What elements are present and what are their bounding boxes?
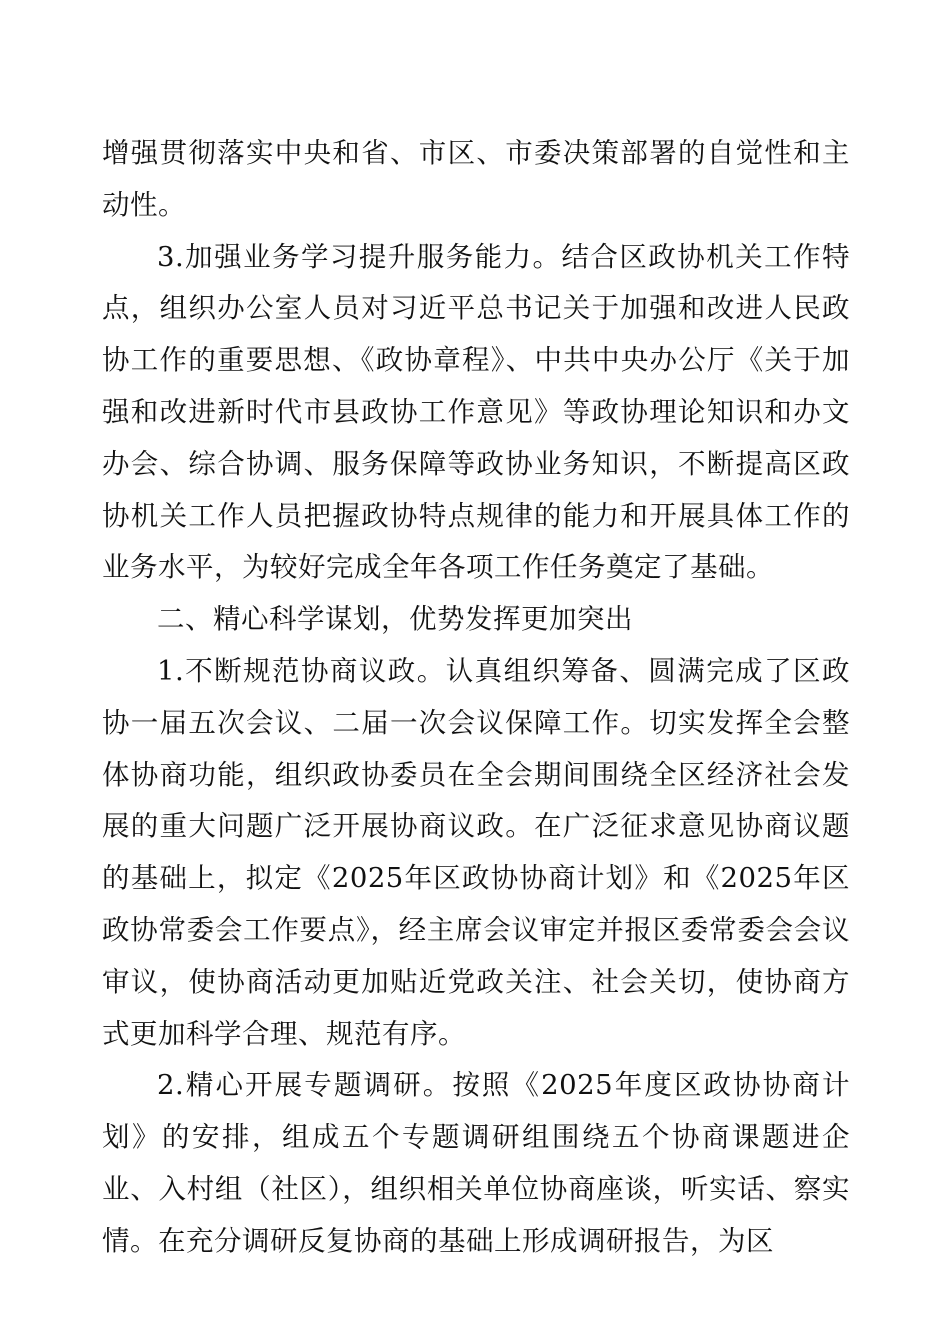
paragraph-business-study: 3.加强业务学习提升服务能力。结合区政协机关工作特点，组织办公室人员对习近平总书记关于加强和改进人民政协工作的重要思想、《政协章程》、中共中央办公厅《关于加强和改进新时代市县政协工作意见》等政协理论知识和办文办会、综合协调、服务保障等政协业务知识，不断提高区政协机关工作人员把握政协特点规律的能力和开展具体工作的业务水平，为较好完成全年各项工作任务奠定了基础。 (102, 240, 850, 584)
paragraph-consultation: 1.不断规范协商议政。认真组织筹备、圆满完成了区政协一届五次会议、二届一次会议保障工作。切实发挥全会整体协商功能，组织政协委员在全会期间围绕全区经济社会发展的重大问题广泛开展协商议政。在广泛征求意见协商议题的基础上，拟定《2025年区政协协商计划》和《2025年区政协常委会工作要点》，经主席会议审定并报区委常委会会议审议，使协商活动更加贴近党政关注、社会关切，使协商方式更加科学合理、规范有序。 (102, 654, 850, 1050)
document-page (102, 128, 850, 1268)
paragraph-research: 2.精心开展专题调研。按照《2025年度区政协协商计划》的安排，组成五个专题调研组围绕五个协商课题进企业、入村组（社区），组织相关单位协商座谈，听实话、察实情。在充分调研反复协商的基础上形成调研报告，为区 (102, 1069, 850, 1257)
section-heading-2: 二、精心科学谋划，优势发挥更加突出 (157, 603, 633, 636)
paragraph-continuation: 增强贯彻落实中央和省、市区、市委决策部署的自觉性和主动性。 (102, 137, 850, 221)
